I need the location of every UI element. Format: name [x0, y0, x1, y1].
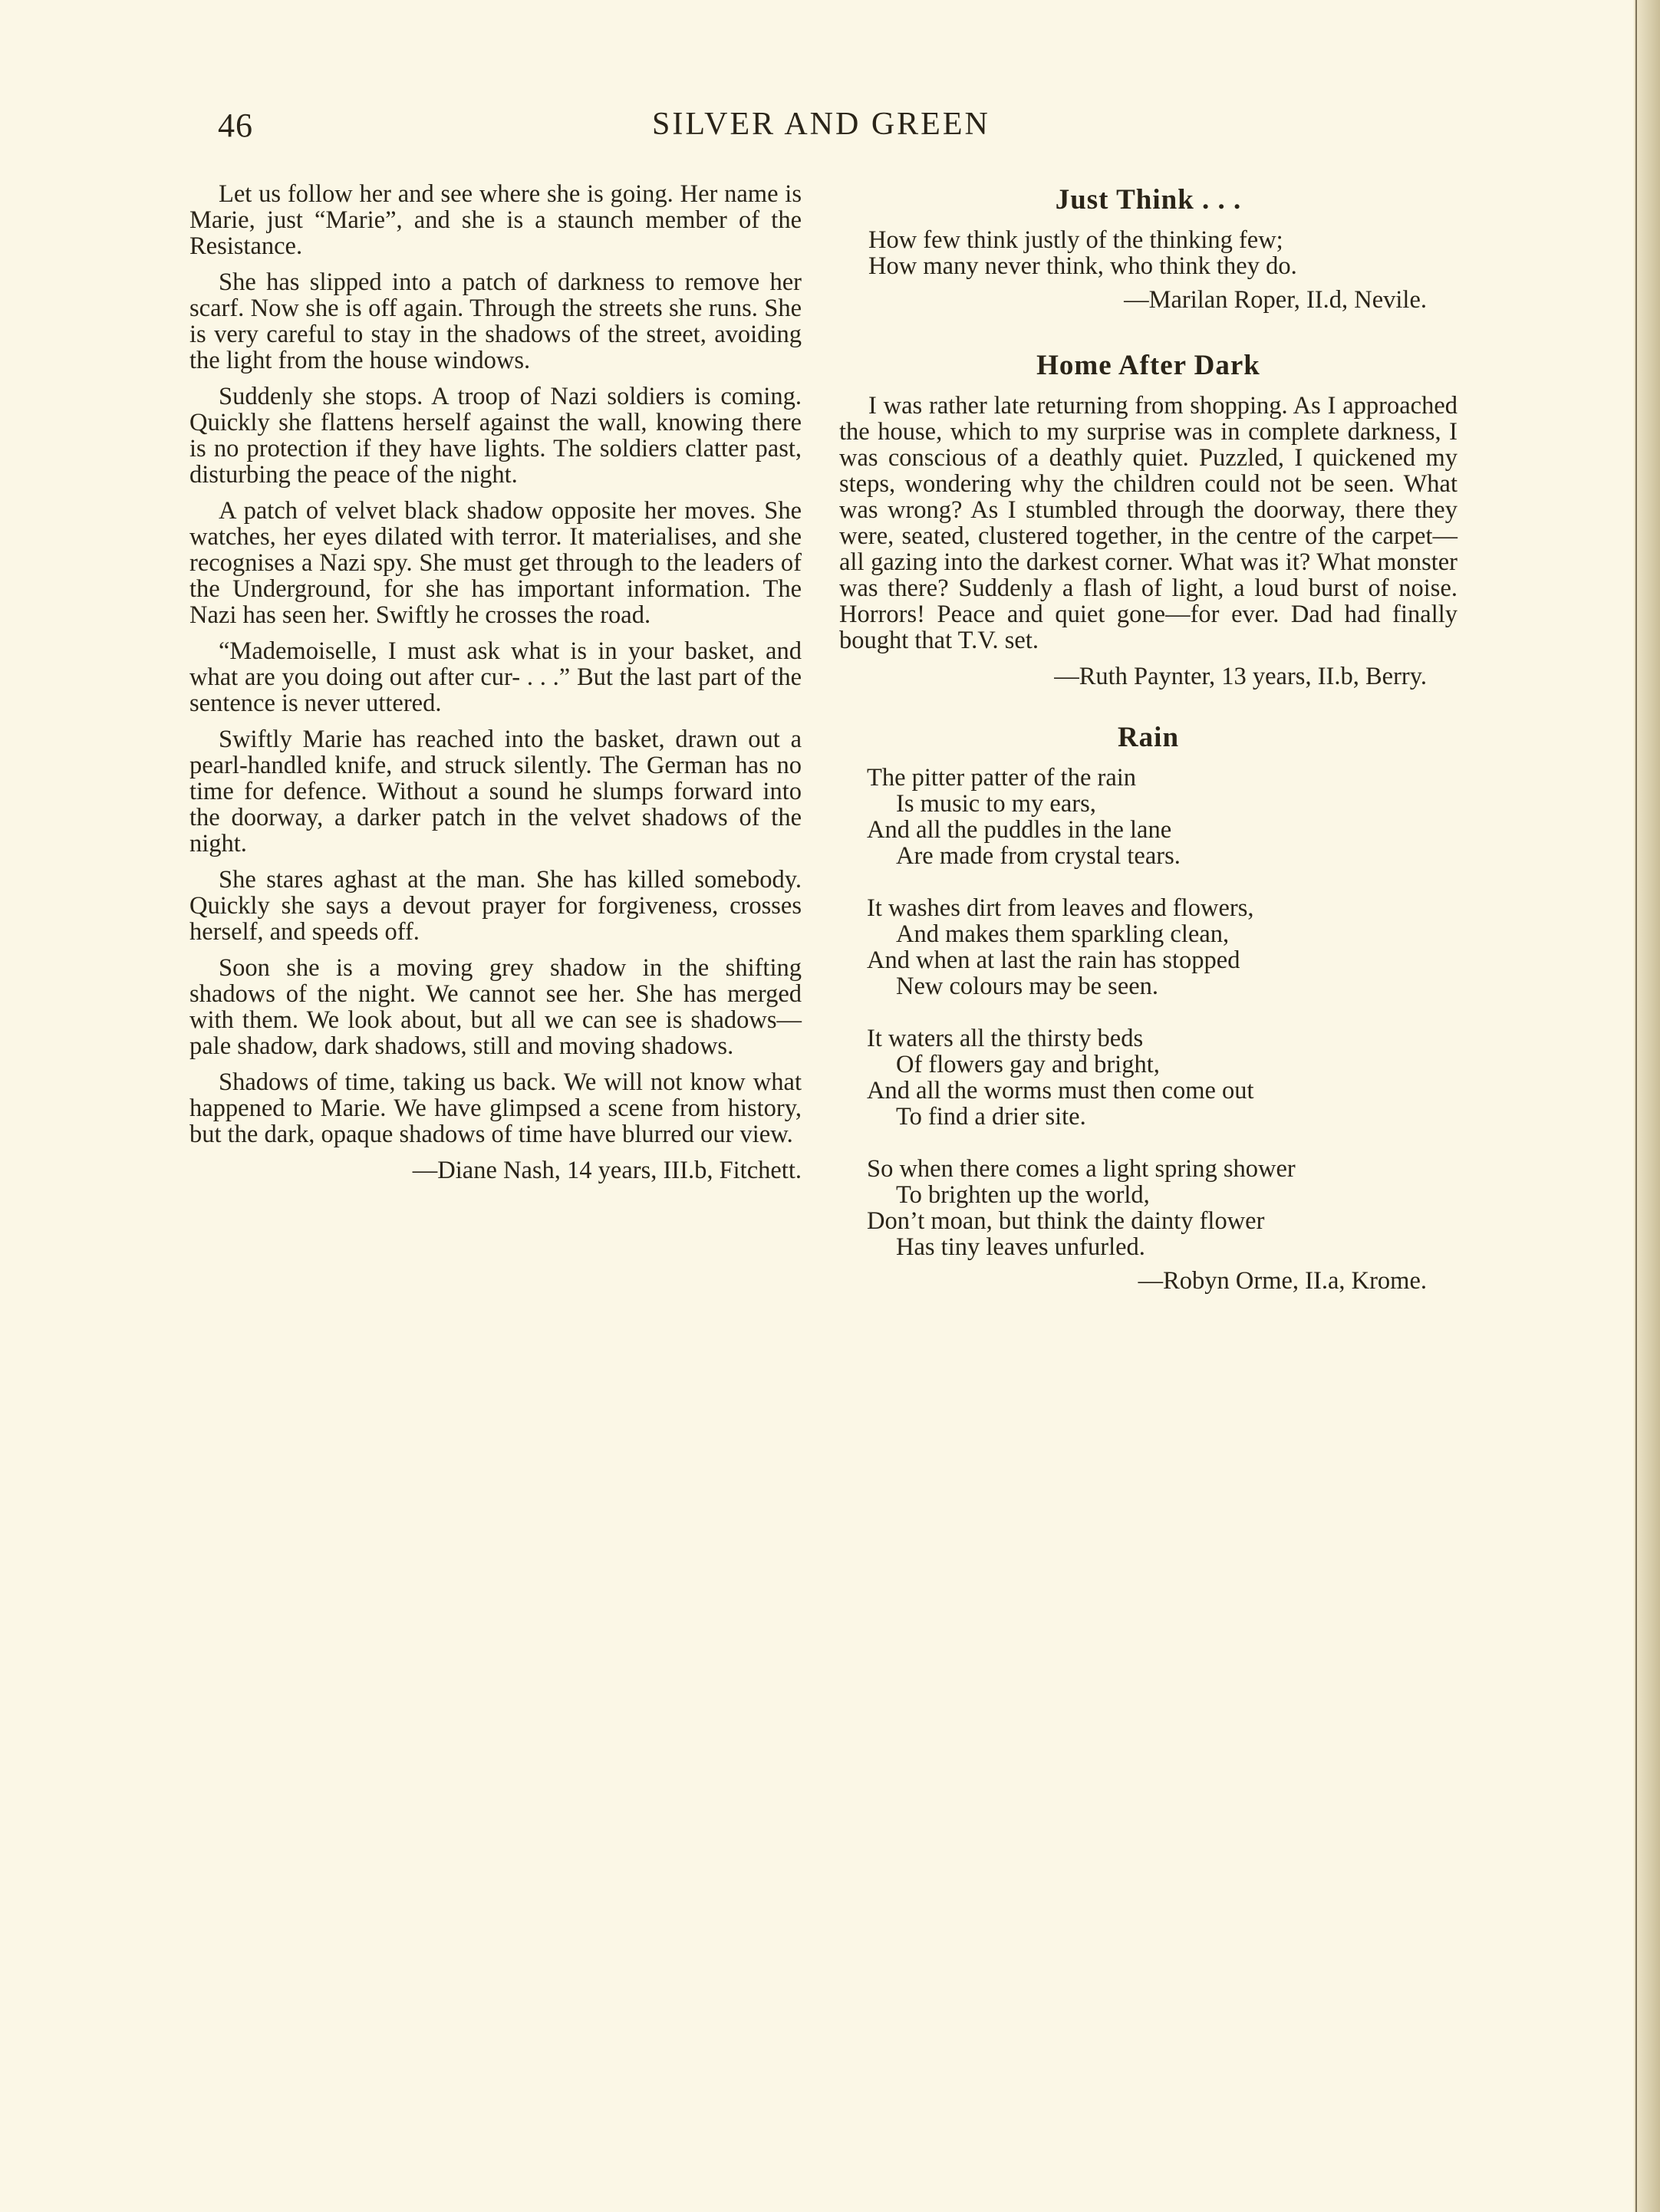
story-paragraph: A patch of velvet black shadow opposite her moves. She watches, her eyes dilated with terror. It materialises, and she recognises a Nazi spy. She must get through to the leaders of the Underground, for she has important information. The Nazi has seen her. Swiftly he crosses the road.	[189, 497, 802, 629]
running-title: SILVER AND GREEN	[652, 107, 990, 142]
page-edge	[1634, 0, 1660, 2212]
story-paragraph: She has slipped into a patch of darkness to remove her scarf. Now she is off again. Through the streets she runs. She is very careful to stay in the shadows of the street, avoiding the light from the house windows.	[189, 268, 802, 374]
poem-line: It waters all the thirsty beds	[867, 1025, 1144, 1052]
story-paragraph: “Mademoiselle, I must ask what is in your basket, and what are you doing out after cur- . . .” But the last part of the sentence is never uttered.	[189, 637, 802, 717]
poem-line: And makes them sparkling clean,	[896, 920, 1230, 948]
poem-line: New colours may be seen.	[896, 973, 1159, 1000]
rain-stanza	[867, 895, 1457, 999]
spacer	[839, 313, 1457, 350]
rain-byline: —Robyn Orme, II.a, Krome.	[1138, 1267, 1427, 1295]
story-paragraph: She stares aghast at the man. She has killed somebody. Quickly she says a devout prayer for forgiveness, crosses herself, and speeds off.	[189, 866, 802, 946]
page-header	[218, 106, 1554, 152]
poem-line: And when at last the rain has stopped	[867, 946, 1240, 974]
poem-line: Are made from crystal tears.	[896, 842, 1181, 870]
story-paragraph: Let us follow her and see where she is going. Her name is Marie, just “Marie”, and she is a staunch member of the Resistance.	[189, 180, 802, 260]
poem-line: So when there comes a light spring shower	[867, 1155, 1296, 1183]
home-after-dark-title: Home After Dark	[1036, 350, 1260, 381]
poem-line: The pitter patter of the rain	[867, 764, 1137, 792]
poem-line: It washes dirt from leaves and flowers,	[867, 894, 1254, 922]
story-paragraph: Suddenly she stops. A troop of Nazi soldiers is coming. Quickly she flattens herself against the wall, knowing there is no protection if they have lights. The soldiers clatter past, disturbing the peace of the night.	[189, 383, 802, 489]
rain-stanza	[867, 765, 1457, 869]
home-after-dark-text: I was rather late returning from shopping. As I approached the house, which to my surprise was in complete darkness, I was conscious of a deathly quiet. Puzzled, I quickened my steps, wondering why the children could not be seen. What was wrong? As I stumbled through the doorway, there they were, seated, clustered together, in the centre of the carpet—all gazing into the darkest corner. What was it? What monster was there? Suddenly a flash of light, a loud burst of noise. Horrors! Peace and quiet gone—for ever. Dad had finally bought that T.V. set.	[839, 392, 1457, 654]
page-number: 46	[218, 107, 253, 144]
poem-line: To find a drier site.	[896, 1103, 1086, 1131]
poem-line: To brighten up the world,	[896, 1181, 1150, 1209]
home-after-dark-byline: —Ruth Paynter, 13 years, II.b, Berry.	[1054, 663, 1427, 690]
poem-line: Has tiny leaves unfurled.	[896, 1233, 1145, 1261]
story-column	[189, 181, 802, 1183]
just-think-couplet	[868, 227, 1457, 279]
poem-line: Of flowers gay and bright,	[896, 1051, 1160, 1078]
poem-line: And all the worms must then come out	[867, 1077, 1254, 1104]
just-think-byline: —Marilan Roper, II.d, Nevile.	[1124, 286, 1427, 314]
spacer	[839, 690, 1457, 722]
right-column	[839, 181, 1457, 1294]
poem-line: And all the puddles in the lane	[867, 816, 1172, 844]
story-byline: —Diane Nash, 14 years, III.b, Fitchett.	[412, 1157, 802, 1184]
rain-stanza	[867, 1025, 1457, 1130]
story-paragraph: Soon she is a moving grey shadow in the shifting shadows of the night. We cannot see her. She has merged with them. We look about, but all we can see is shadows—pale shadow, dark shadows, still and moving shadows.	[189, 954, 802, 1060]
story-paragraph: Swiftly Marie has reached into the basket, drawn out a pearl-handled knife, and struck silently. The German has no time for defence. Without a sound he slumps forward into the doorway, a darker patch in the velvet shadows of the night.	[189, 726, 802, 857]
rain-stanza	[867, 1156, 1457, 1260]
story-paragraph: Shadows of time, taking us back. We will not know what happened to Marie. We have glimpsed a scene from history, but the dark, opaque shadows of time have blurred our view.	[189, 1068, 802, 1148]
rain-title: Rain	[1117, 722, 1180, 753]
poem-line: Is music to my ears,	[896, 790, 1096, 818]
poem-line: Don’t moan, but think the dainty flower	[867, 1207, 1265, 1235]
poem-line: How many never think, who think they do.	[868, 252, 1297, 280]
just-think-title: Just Think . . .	[1055, 184, 1242, 216]
poem-line: How few think justly of the thinking few;	[868, 226, 1283, 254]
